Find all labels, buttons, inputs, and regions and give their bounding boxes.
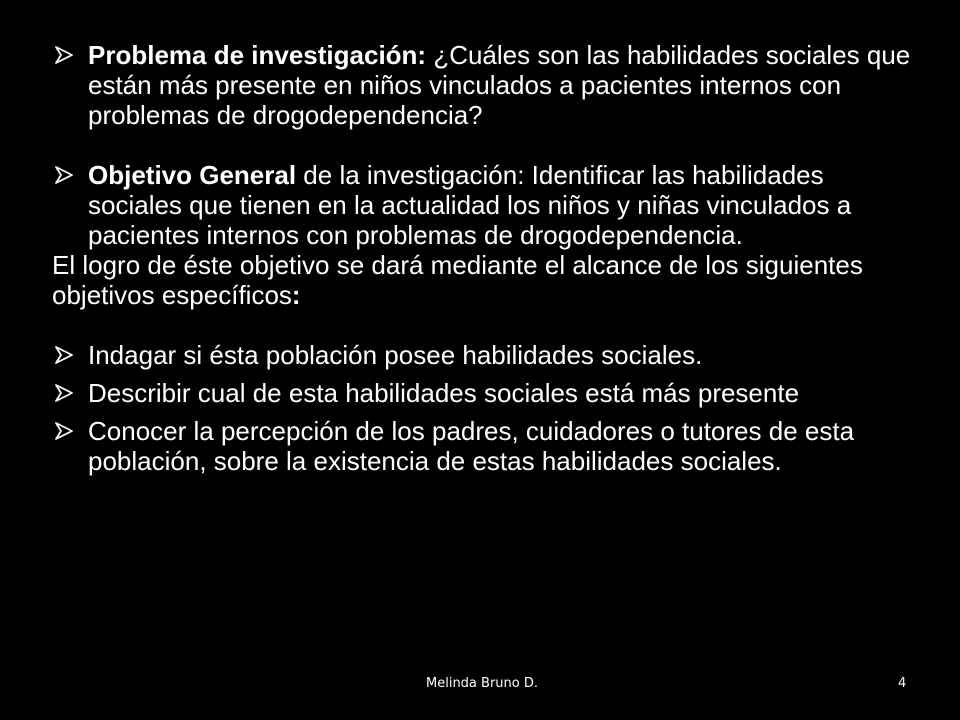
bullet-text: Describir cual de esta habilidades sociales está más presente xyxy=(88,378,800,408)
bullet-text: Indagar si ésta población posee habilidades sociales. xyxy=(88,340,703,370)
arrow-right-icon xyxy=(54,45,74,65)
footer-page-number: 4 xyxy=(898,676,907,691)
bullet-text: Conocer la percepción de los padres, cuidadores o tutores de esta población, sobre la existencia de estas habilidades sociales. xyxy=(88,416,855,476)
bullet-label: Objetivo General xyxy=(88,160,297,190)
arrow-right-icon xyxy=(54,345,74,365)
bullet-specific-objective-2 xyxy=(52,378,912,408)
bullet-text: de la investigación: Identificar las habilidades sociales que tienen en la actualidad los niños y niñas vinculados a pacientes internos con problemas de drogodependencia. xyxy=(88,160,852,250)
arrow-right-icon xyxy=(54,383,74,403)
intro-paragraph xyxy=(52,250,912,310)
bullet-research-problem xyxy=(52,40,912,130)
arrow-right-icon xyxy=(54,421,74,441)
bullet-label: Problema de investigación: xyxy=(88,40,427,70)
arrow-right-icon xyxy=(54,165,74,185)
footer-author: Melinda Bruno D. xyxy=(426,676,538,691)
bullet-text: ¿Cuáles son las habilidades sociales que están más presente en niños vinculados a pacientes internos con problemas de drogodependencia? xyxy=(88,40,911,130)
bullet-specific-objective-3 xyxy=(52,416,912,476)
bullet-general-objective xyxy=(52,160,912,250)
intro-text: El logro de éste objetivo se dará mediante el alcance de los siguientes objetivos específicos xyxy=(52,250,863,310)
bullet-specific-objective-1 xyxy=(52,340,912,370)
intro-colon: : xyxy=(291,280,301,310)
slide-content xyxy=(52,40,912,476)
